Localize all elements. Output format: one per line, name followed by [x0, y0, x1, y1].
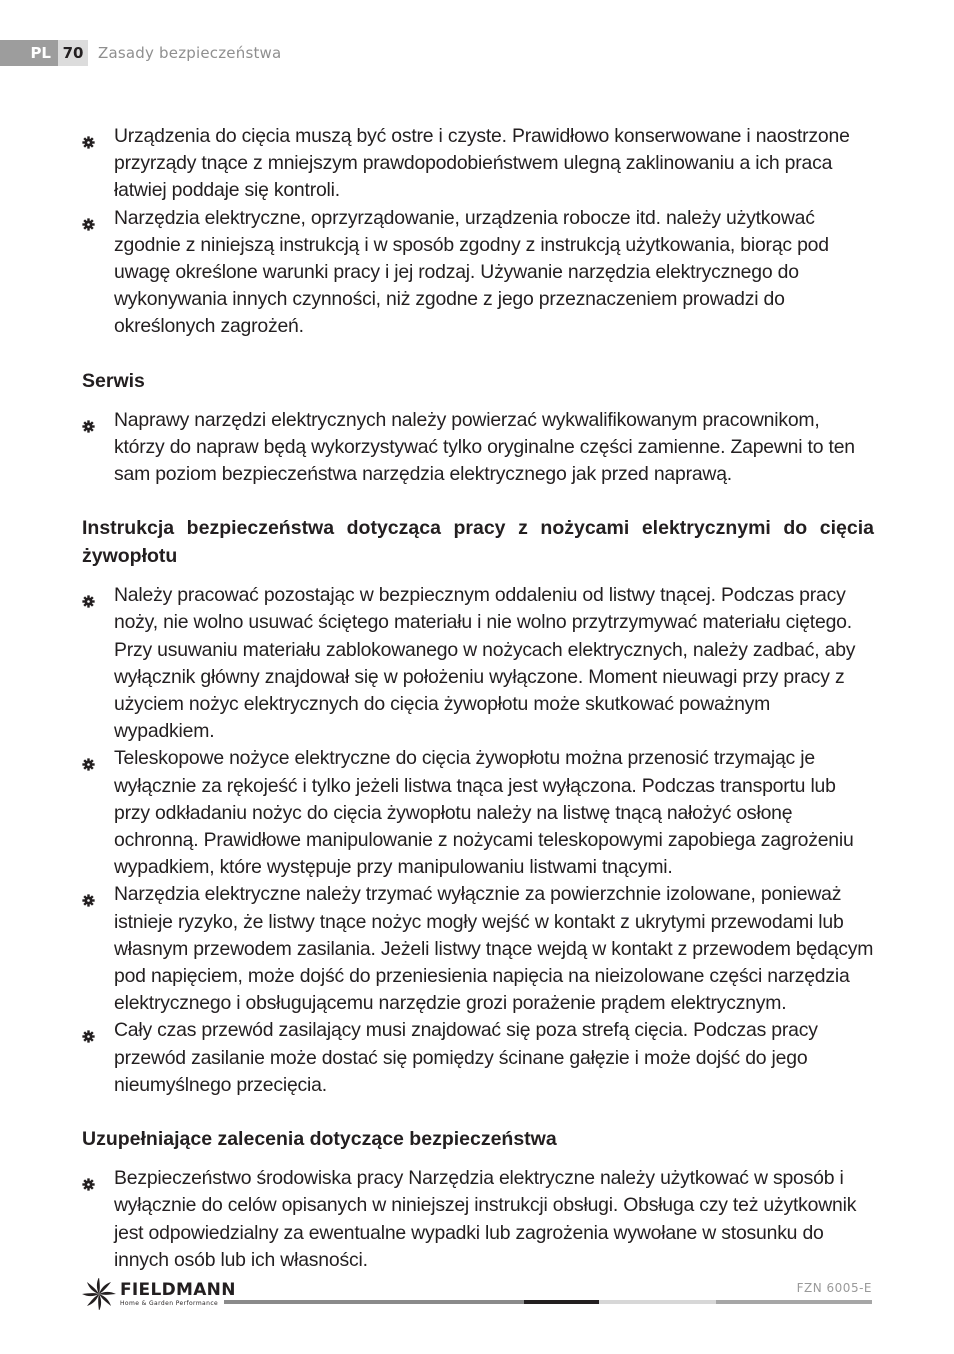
brand-logo	[82, 1278, 236, 1310]
list-item-text: Cały czas przewód zasilający musi znajdować się poza strefą cięcia. Podczas pracy przewód zasilanie może dostać się pomiędzy ścinane gałęzie i może dojść do jego nieumyślnego przecięcia.	[114, 1019, 818, 1096]
brand-name: FIELDMANN	[120, 1280, 236, 1300]
list-item	[82, 407, 874, 489]
page-content	[82, 123, 874, 1274]
heading-instrukcja: Instrukcja bezpieczeństwa dotycząca pracy z nożycami elektrycznymi do cięcia żywopłotu	[82, 517, 874, 568]
page-header	[0, 40, 281, 66]
footer-rule-1	[224, 1300, 524, 1304]
list-item	[82, 582, 874, 745]
brand-tagline: Home & Garden Performance	[120, 1300, 219, 1307]
section-title: Zasady bezpieczeństwa	[98, 44, 282, 62]
heading-serwis: Serwis	[82, 369, 145, 392]
gear-bullet-icon	[82, 1172, 95, 1185]
footer-rule-4	[716, 1300, 872, 1304]
list-item	[82, 205, 874, 341]
intro-list	[82, 123, 874, 341]
list-item-text: Narzędzia elektryczne, oprzyrządowanie, urządzenia robocze itd. należy użytkować zgodnie z niniejszą instrukcją i w sposób zgodny z instrukcją użytkowania, biorąc pod uwagę określone warunki pracy i jej rodzaj. Używanie narzędzia elektrycznego do wykonywania innych czynności, niż zgodne z jego przeznaczeniem prowadzi do określonych zagrożeń.	[114, 206, 829, 338]
page-number: 70	[58, 40, 88, 66]
list-item-text: Naprawy narzędzi elektrycznych należy powierzać wykwalifikowanym pracownikom, którzy do napraw będą wykorzystywać tylko oryginalne części zamienne. Zapewni to ten sam poziom bezpieczeństwa narzędzia elektrycznego jak przed naprawą.	[114, 408, 855, 486]
list-item	[82, 1017, 874, 1099]
fan-logo-icon	[82, 1278, 116, 1310]
instrukcja-list	[82, 582, 874, 1099]
list-item	[82, 745, 874, 881]
uzupelniajace-list	[82, 1165, 874, 1274]
gear-bullet-icon	[82, 888, 95, 901]
list-item-text: Należy pracować pozostając w bezpiecznym oddaleniu od listwy tnącej. Podczas pracy noży, nie wolno usuwać ściętego materiału i nie wolno przytrzymywać materiału ciętego. Przy usuwaniu materiału zablokowanego w nożycach elektrycznych, należy zadbać, aby wyłącznik główny znajdował się w położeniu wyłączone. Moment nieuwagi przy pracy z użyciem nożyc elektrycznych do cięcia żywopłotu może skutkować poważnym wypadkiem.	[114, 584, 856, 743]
footer-rule-3	[599, 1300, 716, 1304]
gear-bullet-icon	[82, 752, 95, 765]
list-item	[82, 881, 874, 1017]
list-item	[82, 1165, 874, 1274]
gear-bullet-icon	[82, 589, 95, 602]
gear-bullet-icon	[82, 212, 95, 225]
footer-rule-2	[524, 1300, 599, 1304]
list-item-text: Bezpieczeństwo środowiska pracy Narzędzia elektryczne należy użytkować w sposób i wyłącznie do celów opisanych w niniejszej instrukcji obsługi. Obsługa czy też użytkownik jest odpowiedzialny za ewentualne wypadki lub zagrożenia wywołane w stosunku do innych osób lub ich własności.	[114, 1167, 857, 1271]
list-item-text: Teleskopowe nożyce elektryczne do cięcia żywopłotu można przenosić trzymając je wyłącznie za rękojeść i tylko jeżeli listwa tnąca jest wyłączona. Podczas transportu lub przy odkładaniu nożyc do cięcia żywopłotu należy na listwę tnącą nałożyć osłonę ochronną. Prawidłowe manipulowanie z nożycami teleskopowymi zapobiega zagrożeniu wypadkiem, które występuje przy manipulowaniu listwami tnącymi.	[114, 747, 854, 879]
list-item-text: Narzędzia elektryczne należy trzymać wyłącznie za powierzchnie izolowane, ponieważ istnieje ryzyko, że listwy tnące nożyc mogły wejść w kontakt z ukrytymi przewodami lub własnym przewodem zasilania. Jeżeli listwy tnące wejdą w kontakt z przewodem będącym pod napięciem, może dojść do przeniesienia napięcia na nieizolowane części narzędzia elektrycznego i obsługującemu narzędzie grozi porażenie prądem elektrycznym.	[114, 883, 874, 1015]
gear-bullet-icon	[82, 130, 95, 143]
serwis-list	[82, 407, 874, 489]
heading-uzupelniajace: Uzupełniające zalecenia dotyczące bezpieczeństwa	[82, 1128, 557, 1151]
model-number: FZN 6005-E	[796, 1281, 872, 1295]
gear-bullet-icon	[82, 1024, 95, 1037]
language-tag: PL	[0, 40, 58, 66]
gear-bullet-icon	[82, 414, 95, 427]
list-item	[82, 123, 874, 205]
list-item-text: Urządzenia do cięcia muszą być ostre i czyste. Prawidłowo konserwowane i naostrzone przyrządy tnące z mniejszym prawdopodobieństwem ulegną zaklinowaniu a ich praca łatwiej poddaje się kontroli.	[114, 125, 850, 202]
